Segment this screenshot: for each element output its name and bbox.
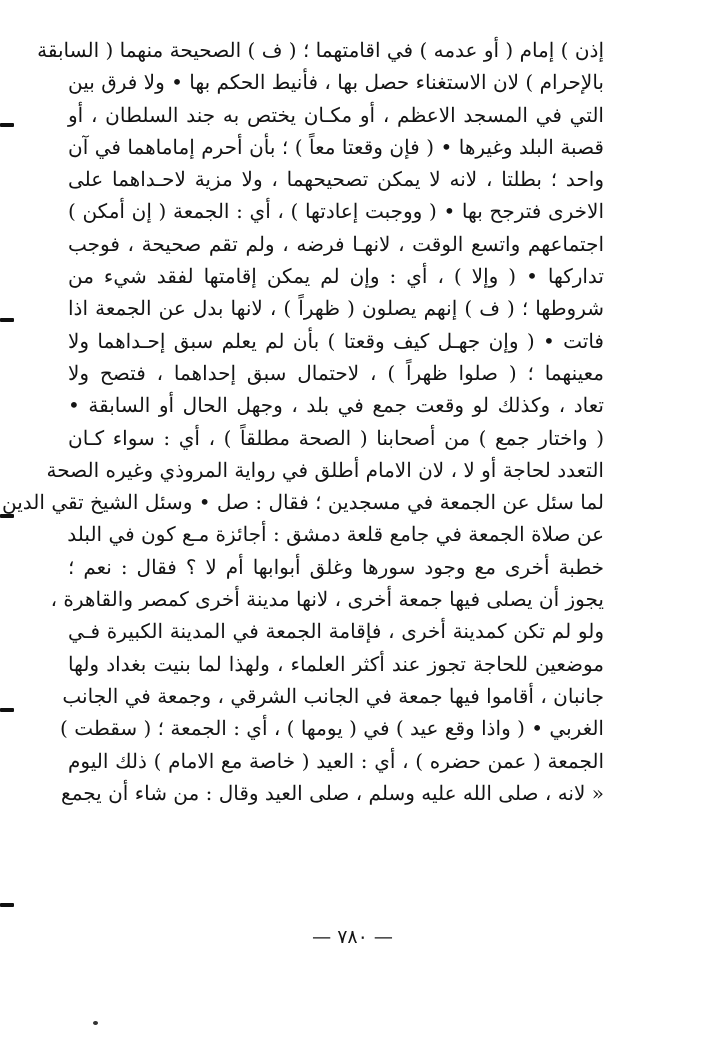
scan-edge-mark: [0, 708, 14, 712]
text-line: يجوز أن يصلى فيها جمعة أخرى ، لانها مدينة أخرى كمصر والقاهرة ،: [50, 587, 604, 612]
scan-edge-mark: [0, 123, 14, 127]
text-line: بالإحرام ) لان الاستغناء حصل بها ، فأنيط الحكم بها • ولا فرق بين: [68, 70, 604, 95]
body-text: [2, 34, 604, 809]
text-line: الاخرى فترجح بها • ( ووجبت إعادتها ) ، أي : الجمعة ( إن أمكن ): [68, 199, 604, 224]
text-line: واحد ؛ بطلتا ، لانه لا يمكن تصحيحهما ، ولا مزية لاحـداهما على: [68, 167, 604, 192]
text-line: فاتت • ( وإن جهـل كيف وقعتا ) بأن لم يعلم سبق إحـداهما ولا: [68, 328, 604, 353]
scan-edge-mark: [0, 514, 14, 518]
text-line: جانبان ، أقاموا فيها جمعة في الجانب الشرقي ، وجمعة في الجانب: [62, 683, 604, 708]
scan-edge-mark: [0, 903, 14, 907]
text-line: معينهما ؛ ( صلوا ظهراً ) ، لاحتمال سبق إحداهما ، فتصح ولا: [68, 360, 604, 385]
text-line: التعدد لحاجة أو لا ، لان الامام أطلق في رواية المروذي وغيره الصحة: [46, 457, 604, 482]
text-line: الغربي • ( واذا وقع عيد ) في ( يومها ) ، أي : الجمعة ؛ ( سقطت ): [60, 716, 604, 741]
text-line: قصبة البلد وغيرها • ( فإن وقعتا معاً ) ؛ بأن أحرم إماماهما في آن: [68, 134, 604, 159]
text-line: الجمعة ( عمن حضره ) ، أي : العيد ( خاصة مع الامام ) ذلك اليوم: [68, 748, 604, 773]
text-line: تداركها • ( وإلا ) ، أي : وإن لم يمكن إقامتها لفقد شيء من: [68, 264, 604, 289]
text-line: التي في المسجد الاعظم ، أو مكـان يختص به جند السلطان ، أو: [68, 102, 604, 127]
text-line: ولو لم تكن كمدينة أخرى ، فإقامة الجمعة في المدينة الكبيرة فـي: [68, 619, 604, 644]
text-line: لما سئل عن الجمعة في مسجدين ؛ فقال : صل • وسئل الشيخ تقي الدين: [2, 490, 604, 515]
text-line: موضعين للحاجة تجوز عند أكثر العلماء ، ولهذا لما بنيت بغداد ولها: [68, 651, 604, 676]
margin-dot: [93, 1021, 98, 1025]
text-line: عن صلاة الجمعة في جامع قلعة دمشق : أجائزة مـع كون في البلد: [67, 522, 604, 547]
text-line: « لانه ، صلى الله عليه وسلم ، صلى العيد وقال : من شاء أن يجمع: [61, 780, 604, 805]
text-line: ( واختار جمع ) من أصحابنا ( الصحة مطلقاً ) ، أي : سواء كـان: [68, 425, 604, 450]
page-number: — ٧٨٠ —: [312, 926, 393, 948]
text-line: اجتماعهم واتسع الوقت ، لانهـا فرضه ، ولم تقم صحيحة ، فوجب: [68, 231, 604, 256]
text-line: خطبة أخرى مع وجود سورها وغلق أبوابها أم لا ؟ فقال : نعم ؛: [68, 554, 604, 579]
text-line: شروطها ؛ ( ف ) إنهم يصلون ( ظهراً ) ، لانها بدل عن الجمعة اذا: [68, 296, 604, 321]
scan-edge-mark: [0, 318, 14, 322]
text-line: إذن ) إمام ( أو عدمه ) في اقامتهما ؛ ( ف ) الصحيحة منهما ( السابقة: [37, 38, 604, 62]
text-line: تعاد ، وكذلك لو وقعت جمع في بلد ، وجهل الحال أو السابقة •: [68, 393, 604, 418]
